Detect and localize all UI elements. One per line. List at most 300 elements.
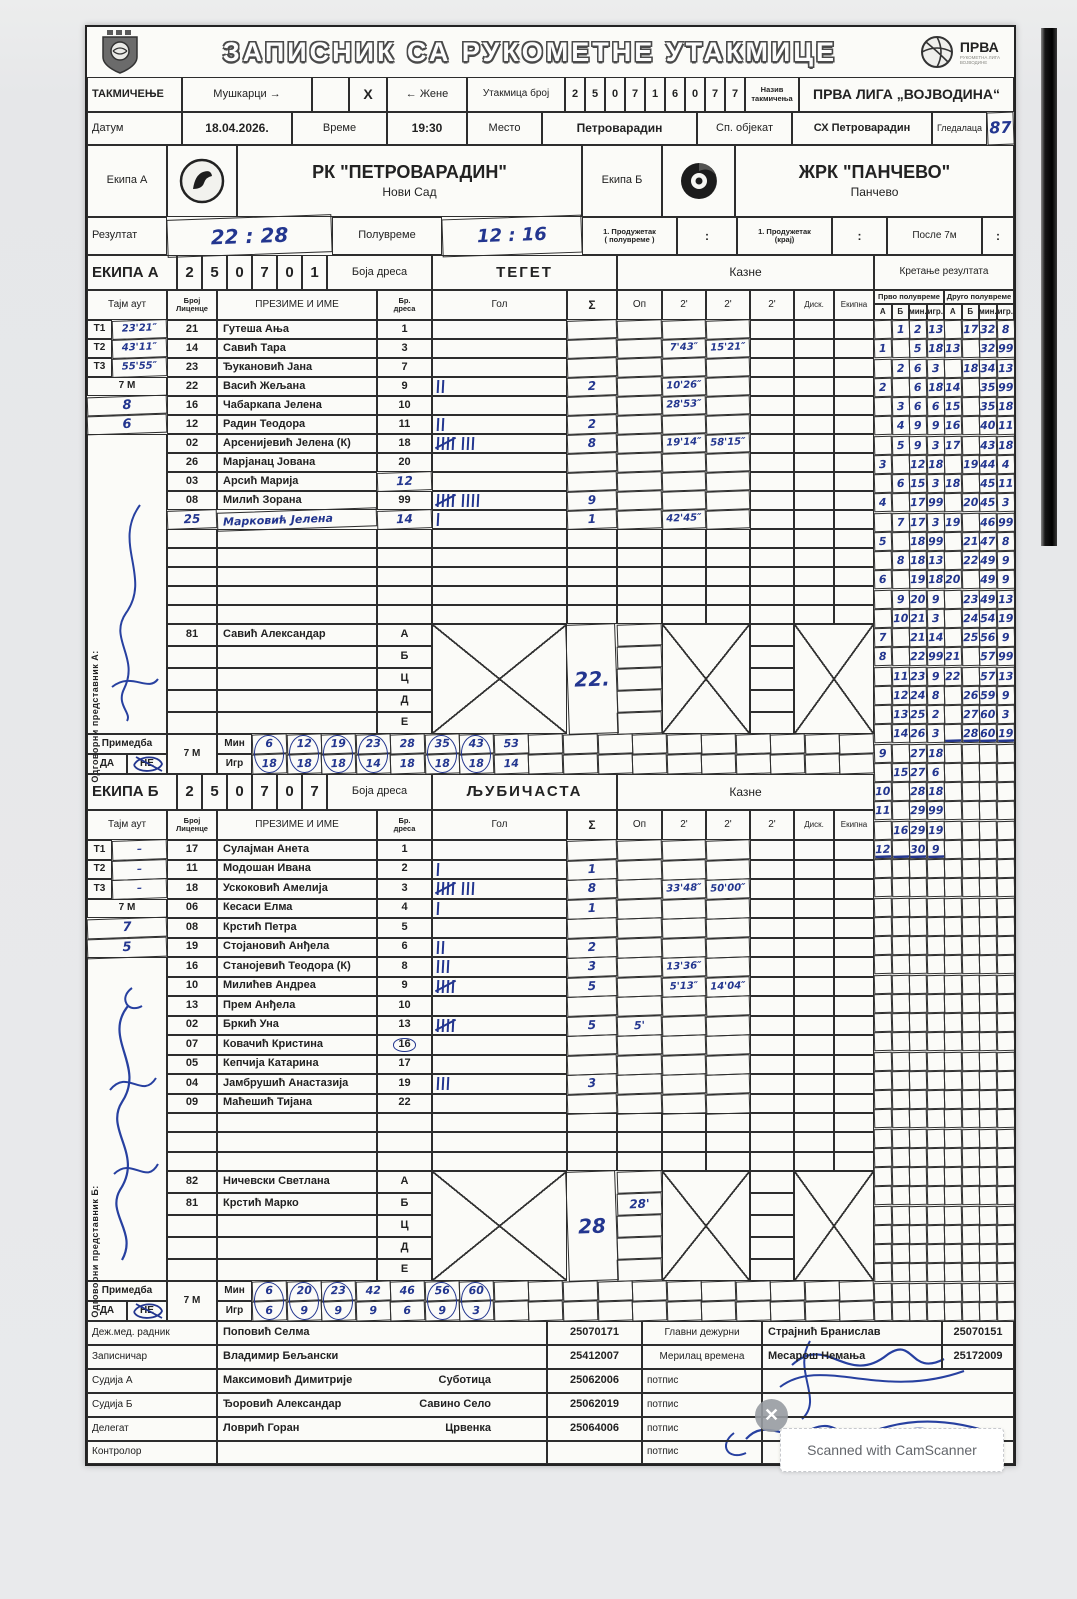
score-flow-cell: 21 [909,608,927,628]
score-flow-cell [944,897,962,917]
signature-label: потпис [642,1417,762,1441]
date-label: Датум [87,112,182,145]
player-license: 25 [167,509,218,530]
score-flow-cell: 19 [961,454,979,474]
seven-m-player [528,1300,563,1321]
score-flow-cell [944,685,962,705]
goal-tally [432,358,567,377]
score-flow-cell [961,859,979,879]
empty-row-cell [617,586,662,605]
warning-time [617,490,663,511]
two-min-1: 10'26″ [662,376,707,397]
empty-row-cell [432,1113,567,1132]
federation-shield-icon [99,29,141,75]
team-penalty [834,938,874,958]
score-flow-cell: 19 [909,570,927,590]
official-warning [617,645,663,669]
score-flow-cell [944,358,962,378]
score-flow-cell: 9 [891,589,909,609]
empty-row-cell [834,529,874,548]
two-min-2 [706,471,751,492]
score-flow-cell [891,993,909,1013]
team-b-logo [662,145,735,217]
score-flow-cell: 26 [909,724,927,744]
seven-m-player [839,1300,874,1321]
bottom-role: Судија А [87,1369,217,1393]
two-min-1 [662,414,707,435]
score-flow-cell [874,820,892,840]
score-flow-cell: 6 [926,397,944,417]
goal-sum [567,839,618,860]
score-flow-cell: 12 [874,839,892,859]
warning-time [617,1073,663,1094]
score-flow-cell: 11 [891,666,909,686]
player-name: Кесаси Елма [217,899,377,919]
remark-no: НЕ [127,1301,167,1321]
disqualification [794,996,834,1016]
score-flow-cell [891,1013,909,1033]
player-name: Ђукановић Јана [217,358,377,377]
score-flow-cell: 24 [961,608,979,628]
score-flow-cell [961,1090,979,1110]
score-flow-cell [944,916,962,936]
player-jersey: 9 [377,377,432,396]
official-letter: А [377,1171,432,1193]
score-flow-cell: 47 [979,531,997,551]
official-warning [617,667,663,691]
player-name: Гутеша Ања [217,320,377,339]
col-goal: Гол [432,290,567,320]
score-flow-cell: 2 [874,377,892,397]
empty-row-cell [706,605,750,624]
league-sub1: РУКОМЕТНА ЛИГА [959,55,1000,60]
bottom-license-id-2: 25172009 [942,1345,1014,1369]
score-flow-cell [979,1186,997,1206]
seven-m-minute [563,1280,598,1301]
seven-m-minute: 60 [459,1280,494,1301]
official-letter: Ц [377,1215,432,1237]
score-flow-cell [926,1032,944,1052]
seven-m-minute [735,1280,770,1301]
score-flow-cell [961,1263,979,1283]
two-min-3 [750,977,794,997]
empty-row-cell [377,586,432,605]
score-flow-cell [996,743,1014,763]
empty-row-cell [377,567,432,586]
disqualification [794,879,834,899]
score-flow-cell [944,724,962,744]
score-flow-cell [874,358,892,378]
close-icon[interactable]: ✕ [755,1399,788,1432]
empty-row-cell [794,1113,834,1132]
score-flow-cell [874,1301,892,1321]
score-flow-cell [874,1244,892,1264]
remark-7m-label: 7 М [167,1281,217,1321]
score-flow-cell [874,1263,892,1283]
player-name: Арсенијевић Јелена (К) [217,434,377,453]
score-flow-cell [996,1013,1014,1033]
team-b-city: Панчево [850,185,899,200]
score-flow-cell: 3 [926,512,944,532]
two-min-1 [662,995,707,1016]
score-flow-cell [944,762,962,782]
score-flow-cell [909,936,927,956]
form-header [87,27,1014,77]
player-jersey: 3 [377,879,432,899]
col-disqualification: Диск. [794,290,834,320]
goal-sum: 9 [567,490,618,511]
score-flow-cell: 3 [996,705,1014,725]
two-min-2 [706,1034,751,1055]
seven-m-minute [632,733,667,754]
timeout-label: Т2 [87,339,112,358]
seven-m-minute: 42 [355,1280,390,1301]
score-flow-cell: 3 [926,724,944,744]
flow-col-header: игр. [927,304,945,320]
score-flow-cell [961,339,979,359]
score-flow-cell: 17 [961,320,979,340]
team-code-digit: 1 [302,255,327,290]
two-min-3 [750,415,794,434]
team-code-digit: 0 [277,774,302,810]
score-flow-cell [891,1282,909,1302]
seven-m-player [701,1300,736,1321]
score-flow-cell [909,1244,927,1264]
score-flow-cell: 3 [874,454,892,474]
disqualification [794,339,834,358]
score-flow-cell [926,936,944,956]
empty-row-cell [377,548,432,567]
official-letter: Ц [377,668,432,690]
score-flow-cell [909,955,927,975]
two-min-2 [706,937,751,958]
score-flow-cell [961,993,979,1013]
score-flow-cell [891,1090,909,1110]
score-flow-cell [891,897,909,917]
score-flow-cell: 9 [926,589,944,609]
two-min-3 [750,879,794,899]
score-flow-cell [979,1109,997,1129]
score-flow-cell [996,1032,1014,1052]
score-flow-cell [996,897,1014,917]
league-logo [919,34,1000,70]
score-flow-cell [944,839,962,859]
goal-tally [432,339,567,358]
bottom-license-id: 25062019 [547,1393,642,1417]
team-code-digit: 7 [252,774,277,810]
score-flow-cell [944,1205,962,1225]
score-flow-cell [891,377,909,397]
team-penalty [834,453,874,472]
score-flow-cell: 28 [961,724,979,744]
player-jersey: 6 [377,938,432,958]
seven-m-min-label: Мин [217,1281,252,1301]
score-flow-cell: 5 [909,339,927,359]
jersey-color-label: Боја дреса [327,255,432,290]
seven-m-player: 14 [494,753,529,774]
score-flow-cell [891,1051,909,1071]
score-flow-cell [979,782,997,802]
bottom-name: Поповић Селма [217,1321,547,1345]
player-name: Радин Теодора [217,415,377,434]
warning-time: 5' [617,1015,663,1036]
two-min-2 [706,414,751,435]
score-flow-cell [874,589,892,609]
goal-sum [567,338,618,359]
score-flow-cell [979,743,997,763]
score-flow-cell [926,1263,944,1283]
seven-m-player [632,753,667,774]
score-flow-cell: 32 [979,320,997,340]
score-flow-cell [944,1282,962,1302]
score-flow-cell: 18 [909,531,927,551]
empty-row-cell [617,605,662,624]
seven-m-minute: 28 [390,733,425,754]
two-min-1: 19'14″ [662,433,707,454]
score-flow-cell: 15 [909,474,927,494]
score-flow-cell: 13 [996,666,1014,686]
score-flow-cell [979,762,997,782]
ot1-end-label: 1. Продужетак (крај) [737,217,832,255]
score-flow-cell [979,1167,997,1187]
two-min-3 [750,1035,794,1055]
flow-col-header: Б [892,304,910,320]
two-min-2 [706,859,751,880]
timeout-time: – [112,859,168,880]
goal-sum: 5 [567,1015,618,1036]
ot1-end-value: : [832,217,887,255]
two-min-3 [750,899,794,919]
score-flow-cell: 16 [944,416,962,436]
official-license [167,646,217,668]
seven-m-minute [632,1280,667,1301]
player-jersey: 22 [377,1094,432,1114]
score-flow-cell [926,1282,944,1302]
score-flow-cell [891,1224,909,1244]
empty-row-cell [706,1113,750,1132]
official-name [217,1259,377,1281]
men-mark-box [312,77,349,112]
player-license: 02 [167,1016,217,1036]
player-license: 03 [167,472,217,491]
score-flow-cell [926,916,944,936]
score-flow-cell [961,936,979,956]
score-flow-cell: 26 [961,685,979,705]
score-flow-cell: 5 [891,435,909,455]
goal-tally [432,996,567,1016]
camscanner-watermark: Scanned with CamScanner [780,1428,1004,1472]
score-flow-cell [979,1051,997,1071]
score-flow-cell: 6 [891,474,909,494]
score-flow-cell [944,1032,962,1052]
score-flow-cell [944,1244,962,1264]
goal-tally [432,1074,567,1094]
score-flow-cell: 44 [979,454,997,474]
seven-m-minute [666,1280,701,1301]
score-flow-cell [996,955,1014,975]
crossed-out-disq-box [794,624,874,734]
seven-m-player: 9 [424,1300,459,1321]
score-flow-cell: 22 [961,551,979,571]
result-final: 22 : 28 [166,214,332,258]
two-min-1 [662,357,707,378]
score-flow-cell [874,1147,892,1167]
seven-m-player [666,753,701,774]
col-disqualification: Диск. [794,810,834,840]
two-min-1: 33'48″ [662,878,707,899]
official-license [167,690,217,712]
match-number-digit: 1 [645,77,665,112]
score-flow-cell [909,1301,927,1321]
score-flow-cell [961,474,979,494]
seven-m-minute [528,1280,563,1301]
league-sub2: ВОЈВОДИНЕ [959,60,988,65]
two-min-2 [706,509,751,530]
col-2min: 2' [750,810,794,840]
seven-m-minute: 56 [424,1280,459,1301]
score-flow-cell [944,859,962,879]
empty-row-cell [706,1152,750,1171]
score-flow-cell [979,936,997,956]
team-penalty [834,1094,874,1114]
two-min-3 [750,860,794,880]
empty-row-cell [167,1132,217,1151]
crossed-out-2min-box [662,624,750,734]
score-flow-cell [961,1167,979,1187]
score-flow-cell [891,493,909,513]
score-flow-cell [874,936,892,956]
jersey-color-value: ЉУБИЧАСТА [432,774,617,810]
score-flow-cell [874,685,892,705]
score-flow-cell [926,1224,944,1244]
score-flow-cell: 9 [996,628,1014,648]
score-flow-cell [961,397,979,417]
player-license: 02 [167,434,217,453]
goal-tally [432,957,567,977]
player-license: 21 [167,320,217,339]
score-flow-cell [996,1128,1014,1148]
player-jersey: 10 [377,996,432,1016]
warning-time [617,452,663,473]
score-flow-cell [979,974,997,994]
score-flow-cell [944,1147,962,1167]
player-license: 12 [167,415,217,434]
official-letter: Д [377,690,432,712]
score-flow-cell [874,1051,892,1071]
team-code-digit: 7 [302,774,327,810]
score-flow-cell: 15 [944,397,962,417]
official-2min-3 [750,1215,794,1237]
facility-label: Сп. објекат [697,112,792,145]
score-flow-cell [944,743,962,763]
team-penalty [834,918,874,938]
score-flow-cell: 13 [926,320,944,340]
seven-m-player [494,1300,529,1321]
official-warning [617,1214,663,1238]
bottom-license-id: 25062006 [547,1369,642,1393]
score-flow-cell [874,1013,892,1033]
col-team-penalty: Екипна [834,810,874,840]
goal-sum: 5 [567,976,618,997]
goal-tally [432,396,567,415]
empty-row-cell [432,567,567,586]
score-flow-cell [944,551,962,571]
score-flow-cell: 22 [944,666,962,686]
team-b-label: Екипа Б [582,145,662,217]
two-min-3 [750,320,794,339]
score-flow-cell [944,820,962,840]
goal-tally [432,377,567,396]
league-logo-icon [919,34,955,70]
score-flow-cell [891,1032,909,1052]
player-jersey: 20 [377,453,432,472]
seven-m-minute [597,1280,632,1301]
halftime-value: 12 : 16 [441,215,582,258]
competition-label: ТАКМИЧЕЊЕ [87,77,182,112]
player-jersey: 19 [377,1074,432,1094]
player-jersey: 9 [377,977,432,997]
official-license [167,668,217,690]
signature-label: потпис [642,1369,762,1393]
team-a-name: РК "ПЕТРОВАРАДИН" [312,162,507,183]
score-flow-cell: 20 [961,493,979,513]
crossed-out-disq-box [794,1171,874,1281]
warning-time [617,917,663,938]
team-code-digit: 2 [177,255,202,290]
player-name: Маћешић Тијана [217,1094,377,1114]
empty-row-cell [662,567,706,586]
col-goal: Гол [432,810,567,840]
seven-m-player [666,1300,701,1321]
score-flow-cell [961,820,979,840]
seven-m-minute [597,733,632,754]
disqualification [794,434,834,453]
player-name: Стојановић Анђела [217,938,377,958]
goal-tally [432,977,567,997]
score-flow-cell [961,1224,979,1244]
score-flow-cell [961,1051,979,1071]
score-flow-cell [944,608,962,628]
score-flow-cell: 45 [979,493,997,513]
seven-m-minute [735,733,770,754]
seven-m-player [632,1300,667,1321]
score-flow-cell: 14 [944,377,962,397]
score-flow-cell [874,859,892,879]
official-warning [617,711,663,735]
score-flow-cell [909,1070,927,1090]
score-flow-cell [874,1128,892,1148]
score-flow-cell [979,897,997,917]
score-flow-cell: 10 [874,782,892,802]
score-flow-cell [891,531,909,551]
bottom-role: Судија Б [87,1393,217,1417]
disqualification [794,396,834,415]
official-name: Савић Александар [217,624,377,646]
score-flow-cell [961,512,979,532]
score-flow-cell [891,936,909,956]
seven-m-player [805,753,840,774]
score-flow-cell [944,493,962,513]
score-flow-cell [891,839,909,859]
score-flow-cell [996,1051,1014,1071]
player-name: Јамбрушић Анастазија [217,1074,377,1094]
score-flow-cell [944,936,962,956]
score-flow-cell: 25 [909,705,927,725]
team-section-title: ЕКИПА Б [87,774,177,810]
score-flow-cell [961,647,979,667]
score-flow-cell [926,993,944,1013]
empty-row-cell [432,586,567,605]
